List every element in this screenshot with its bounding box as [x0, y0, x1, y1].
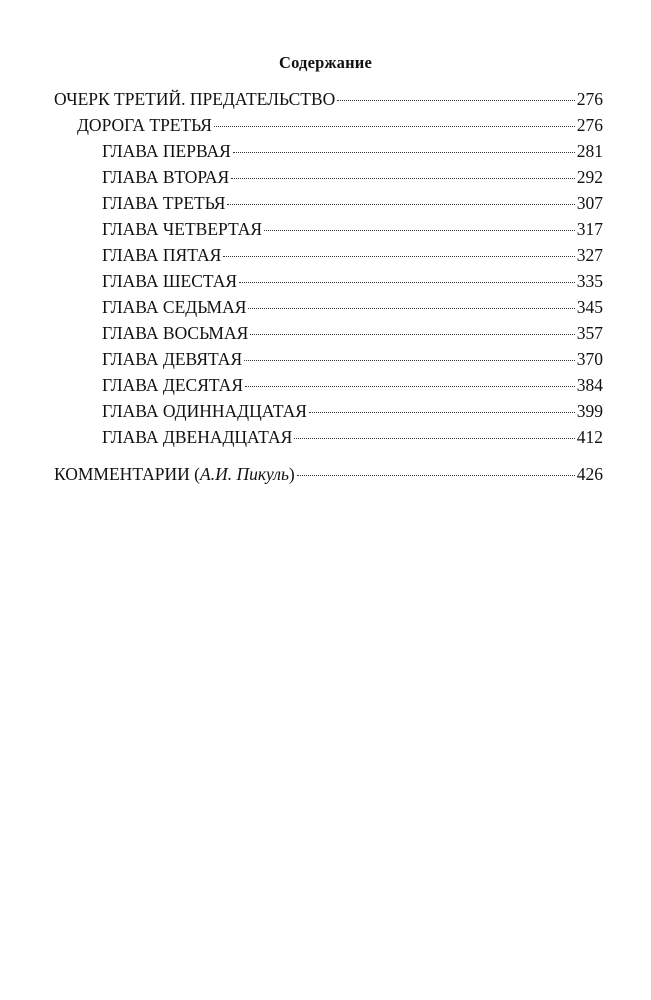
toc-entry-title: ГЛАВА ДВЕНАДЦАТАЯ — [102, 427, 293, 447]
toc-entry-title: ГЛАВА ОДИННАДЦАТАЯ — [102, 401, 307, 421]
toc-entry-label — [102, 242, 221, 268]
dot-leader — [250, 333, 574, 335]
toc-entry-page-number: 327 — [576, 245, 603, 265]
toc-entry-label — [102, 138, 231, 164]
toc-entry-label — [54, 86, 335, 112]
toc-entry[interactable] — [54, 242, 603, 268]
toc-entry-label — [102, 164, 229, 190]
toc-entry-author: А.И. Пикуль — [200, 464, 289, 484]
toc-entry-label — [77, 112, 212, 138]
toc-entry-page-number: 276 — [576, 89, 603, 109]
toc-entry[interactable] — [54, 138, 603, 164]
toc-entry[interactable] — [54, 461, 603, 487]
toc-entry[interactable] — [54, 372, 603, 398]
toc-entry-paren-close: ) — [288, 464, 295, 484]
toc-entry-title: ГЛАВА ЧЕТВЕРТАЯ — [102, 219, 263, 239]
toc-entry-label — [102, 190, 225, 216]
dot-leader — [233, 151, 575, 153]
toc-entry-page-number: 345 — [576, 297, 603, 317]
toc-entry-page-number: 292 — [576, 167, 603, 187]
dot-leader — [248, 307, 574, 309]
dot-leader — [223, 255, 574, 257]
toc-entry-title: КОММЕНТАРИИ — [54, 464, 190, 484]
toc-entry-label — [102, 372, 243, 398]
toc-entry-paren-open: ( — [189, 464, 200, 484]
toc-entry-title: ГЛАВА ДЕВЯТАЯ — [102, 349, 243, 369]
toc-entry[interactable] — [54, 346, 603, 372]
toc-entry-label — [102, 320, 248, 346]
toc-entry-page-number: 357 — [576, 323, 603, 343]
toc-entry-title: ДОРОГА ТРЕТЬЯ — [77, 115, 212, 135]
dot-leader — [294, 437, 574, 439]
dot-leader — [214, 125, 575, 127]
toc-entry-label — [102, 424, 292, 450]
page-title: Содержание — [278, 53, 373, 72]
dot-leader — [244, 359, 575, 361]
dot-leader — [309, 411, 575, 413]
toc-entry[interactable] — [54, 424, 603, 450]
toc-entry-title: ОЧЕРК ТРЕТИЙ. ПРЕДАТЕЛЬСТВО — [54, 89, 336, 109]
toc-entry-title: ГЛАВА ВТОРАЯ — [102, 167, 230, 187]
toc-entry-title: ГЛАВА ПЯТАЯ — [102, 245, 222, 265]
toc-entry[interactable] — [54, 268, 603, 294]
dot-leader — [231, 177, 575, 179]
dot-leader — [297, 474, 575, 476]
toc-entry-title: ГЛАВА ТРЕТЬЯ — [102, 193, 226, 213]
dot-leader — [227, 203, 574, 205]
dot-leader — [239, 281, 575, 283]
toc-entry-page-number: 335 — [576, 271, 603, 291]
toc-entry-page-number: 426 — [576, 464, 603, 484]
toc-entry-page-number: 412 — [576, 427, 603, 447]
toc-entry[interactable] — [54, 164, 603, 190]
toc-entry-page-number: 384 — [576, 375, 603, 395]
toc-entry-label — [54, 461, 295, 487]
toc-entry[interactable] — [54, 112, 603, 138]
dot-leader — [264, 229, 575, 231]
toc-entry-page-number: 307 — [576, 193, 603, 213]
toc-entry[interactable] — [54, 320, 603, 346]
toc-entry[interactable] — [54, 398, 603, 424]
toc-entry-label — [102, 268, 237, 294]
toc-entry-title: ГЛАВА ПЕРВАЯ — [102, 141, 231, 161]
toc-entry[interactable] — [54, 216, 603, 242]
toc-entry-page-number: 399 — [576, 401, 603, 421]
toc-entry-label — [102, 294, 246, 320]
toc-entry-label — [102, 216, 262, 242]
toc-entry-page-number: 281 — [576, 141, 603, 161]
toc-entry-title: ГЛАВА СЕДЬМАЯ — [102, 297, 247, 317]
toc-entry[interactable] — [54, 86, 603, 112]
toc-entry-label — [102, 346, 242, 372]
toc-entry-title: ГЛАВА ШЕСТАЯ — [102, 271, 238, 291]
toc-entry-page-number: 370 — [576, 349, 603, 369]
dot-leader — [245, 385, 575, 387]
toc-entry[interactable] — [54, 294, 603, 320]
toc-entry-page-number: 276 — [576, 115, 603, 135]
toc-entry-title: ГЛАВА ВОСЬМАЯ — [102, 323, 249, 343]
table-of-contents — [54, 86, 603, 487]
toc-entry-label — [102, 398, 307, 424]
toc-entry-title: ГЛАВА ДЕСЯТАЯ — [102, 375, 243, 395]
toc-entry-page-number: 317 — [576, 219, 603, 239]
dot-leader — [337, 99, 574, 101]
toc-entry[interactable] — [54, 190, 603, 216]
